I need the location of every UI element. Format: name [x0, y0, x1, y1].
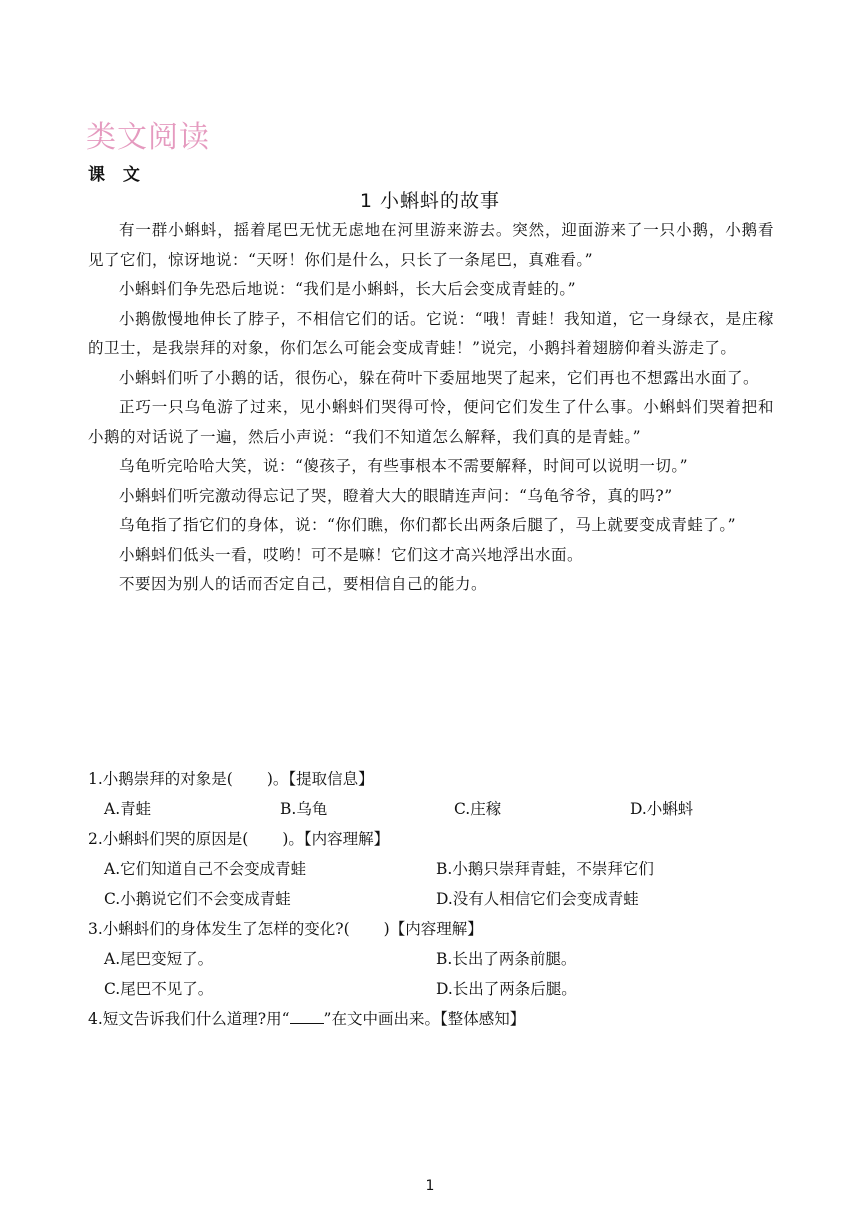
option-d: D.小蝌蚪: [630, 800, 694, 818]
paragraph: 有一群小蝌蚪，摇着尾巴无忧无虑地在河里游来游去。突然，迎面游来了一只小鹅，小鹅看见了它们，惊讶地说：“天呀！你们是什么，只长了一条尾巴，真难看。”: [88, 221, 774, 269]
article-body: [88, 216, 774, 600]
option-c: C.庄稼: [454, 800, 502, 818]
paragraph: 小蝌蚪们低头一看，哎哟！可不是嘛！它们这才高兴地浮出水面。: [119, 545, 584, 564]
question-stem-text: )。【内容理解】: [282, 830, 390, 848]
option-b: B.小鹅只崇拜青蛙，不崇拜它们: [436, 860, 654, 878]
question-stem-text: )。【提取信息】: [266, 770, 374, 788]
option-a: A.它们知道自己不会变成青蛙: [104, 860, 307, 878]
question-stem-text: 3.小蝌蚪们的身体发生了怎样的变化?(: [88, 920, 350, 938]
paragraph: 乌龟指了指它们的身体，说：“你们瞧，你们都长出两条后腿了，马上就要变成青蛙了。”: [119, 516, 737, 534]
question-stem-text: 2.小蝌蚪们哭的原因是(: [88, 830, 249, 848]
question-2-options: [88, 854, 788, 914]
paragraph: 小蝌蚪们听了小鹅的话，很伤心，躲在荷叶下委屈地哭了起来，它们再也不想露出水面了。: [119, 368, 760, 387]
option-c: C.尾巴不见了。: [104, 980, 214, 998]
question-stem-text: )【内容理解】: [383, 920, 483, 938]
option-a: A.尾巴变短了。: [104, 950, 214, 968]
option-d: D.长出了两条后腿。: [436, 980, 577, 998]
paragraph: 小蝌蚪们争先恐后地说：“我们是小蝌蚪，长大后会变成青蛙的。”: [119, 280, 577, 298]
section-label: 课 文: [88, 165, 146, 185]
paragraph: 小蝌蚪们听完激动得忘记了哭，瞪着大大的眼睛连声问：“乌龟爷爷，真的吗?”: [119, 486, 673, 505]
question-1-options: [88, 794, 788, 824]
question-4-stem: [88, 1004, 788, 1034]
paragraph: 乌龟听完哈哈大笑，说：“傻孩子，有些事根本不需要解释，时间可以说明一切。”: [119, 457, 689, 475]
question-3-options: [88, 944, 788, 1004]
option-b: B.长出了两条前腿。: [436, 950, 577, 968]
question-2-stem: [88, 824, 788, 854]
underline-mark: [290, 1009, 324, 1024]
lesson-title: 1 小蝌蚪的故事: [359, 190, 501, 212]
paragraph: 不要因为别人的话而否定自己，要相信自己的能力。: [119, 575, 488, 593]
paragraph: 小鹅傲慢地伸长了脖子，不相信它们的话。它说：“哦！青蛙！我知道，它一身绿衣，是庄稼的卫士，是我崇拜的对象，你们怎么可能会变成青蛙！”说完，小鹅抖着翅膀仰着头游走了。: [88, 309, 774, 357]
option-b: B.乌龟: [280, 800, 328, 818]
option-c: C.小鹅说它们不会变成青蛙: [104, 890, 291, 908]
question-1-stem: [88, 764, 788, 794]
option-a: A.青蛙: [104, 800, 152, 818]
question-stem-text: 1.小鹅崇拜的对象是(: [88, 770, 233, 788]
paragraph: 正巧一只乌龟游了过来，见小蝌蚪们哭得可怜，便问它们发生了什么事。小蝌蚪们哭着把和小鹅的对话说了一遍，然后小声说：“我们不知道怎么解释，我们真的是青蛙。”: [88, 398, 774, 446]
question-stem-text: ”在文中画出来。【整体感知】: [323, 1010, 526, 1028]
question-3-stem: [88, 914, 788, 944]
question-stem-text: 4.短文告诉我们什么道理?用“: [88, 1010, 290, 1028]
page-number: 1: [425, 1178, 435, 1194]
question-list: [88, 764, 788, 1034]
section-title: 类文阅读: [86, 120, 210, 155]
option-d: D.没有人相信它们会变成青蛙: [436, 890, 639, 908]
